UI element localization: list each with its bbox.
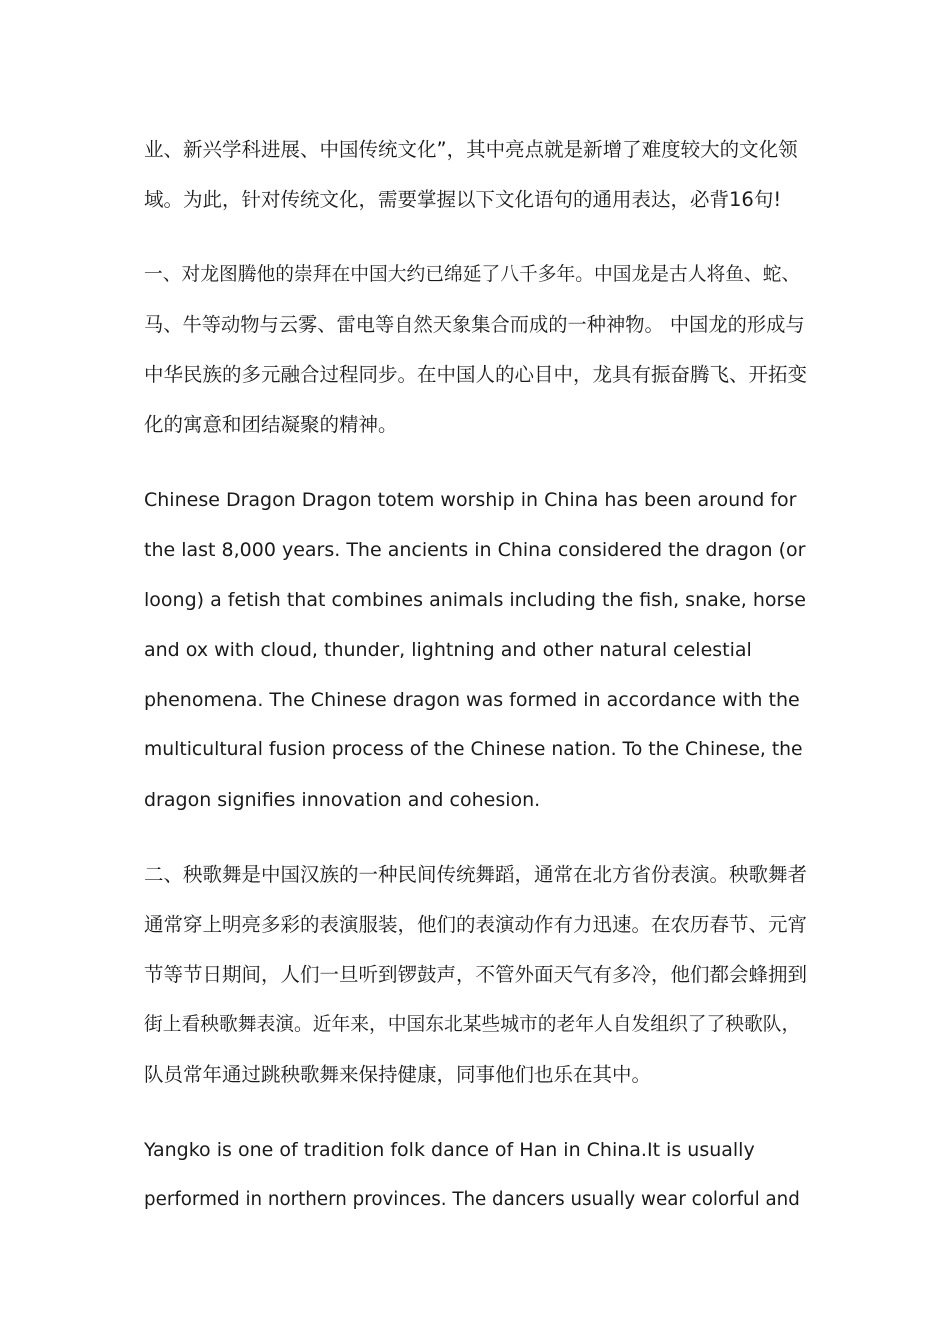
text-line: Yangko is one of tradition folk dance of Han in China.It is usually bbox=[144, 1139, 755, 1161]
text-line: Chinese Dragon Dragon totem worship in China has been around for bbox=[144, 489, 797, 511]
text-line: 二、秧歌舞是中国汉族的一种民间传统舞蹈，通常在北方省份表演。秧歌舞者 bbox=[144, 863, 808, 886]
paragraph-intro bbox=[144, 125, 808, 225]
text-line: 街上看秧歌舞表演。近年来，中国东北某些城市的老年人自发组织了了秧歌队， bbox=[144, 1014, 801, 1035]
text-line: the last 8,000 years. The ancients in China considered the dragon (or bbox=[144, 539, 806, 561]
text-line: 域。为此，针对传统文化，需要掌握以下文化语句的通用表达，必背16句! bbox=[144, 188, 782, 211]
paragraph-yangko-chinese bbox=[144, 850, 808, 1100]
paragraph-yangko-english bbox=[144, 1125, 808, 1225]
paragraph-dragon-english bbox=[144, 475, 808, 825]
text-line: multicultural fusion process of the Chinese nation. To the Chinese, the bbox=[144, 739, 803, 760]
text-line: 节等节日期间，人们一旦听到锣鼓声，不管外面天气有多冷，他们都会蜂拥到 bbox=[144, 963, 808, 986]
text-line: performed in northern provinces. The dancers usually wear colorful and bbox=[144, 1189, 800, 1210]
paragraph-dragon-chinese bbox=[144, 250, 808, 450]
text-line: 一、对龙图腾他的崇拜在中国大约已绵延了八千多年。中国龙是古人将鱼、蛇、 bbox=[144, 264, 801, 285]
text-line: 中华民族的多元融合过程同步。在中国人的心目中，龙具有振奋腾飞、开拓变 bbox=[144, 363, 808, 386]
text-line: 化的寓意和团结凝聚的精神。 bbox=[144, 413, 398, 436]
text-line: phenomena. The Chinese dragon was formed in accordance with the bbox=[144, 689, 800, 711]
text-line: 业、新兴学科进展、中国传统文化”，其中亮点就是新增了难度较大的文化领 bbox=[144, 138, 798, 161]
text-line: 马、牛等动物与云雾、雷电等自然天象集合而成的一种神物。 中国龙的形成与 bbox=[144, 313, 805, 336]
text-line: 队员常年通过跳秧歌舞来保持健康，同事他们也乐在其中。 bbox=[144, 1063, 652, 1086]
text-line: 通常穿上明亮多彩的表演服装，他们的表演动作有力迅速。在农历春节、元宵 bbox=[144, 913, 808, 936]
text-line: and ox with cloud, thunder, lightning and other natural celestial bbox=[144, 639, 752, 661]
document-body bbox=[144, 125, 808, 1250]
text-line: dragon signifies innovation and cohesion. bbox=[144, 789, 541, 811]
text-line: loong) a fetish that combines animals including the fish, snake, horse bbox=[144, 589, 806, 611]
